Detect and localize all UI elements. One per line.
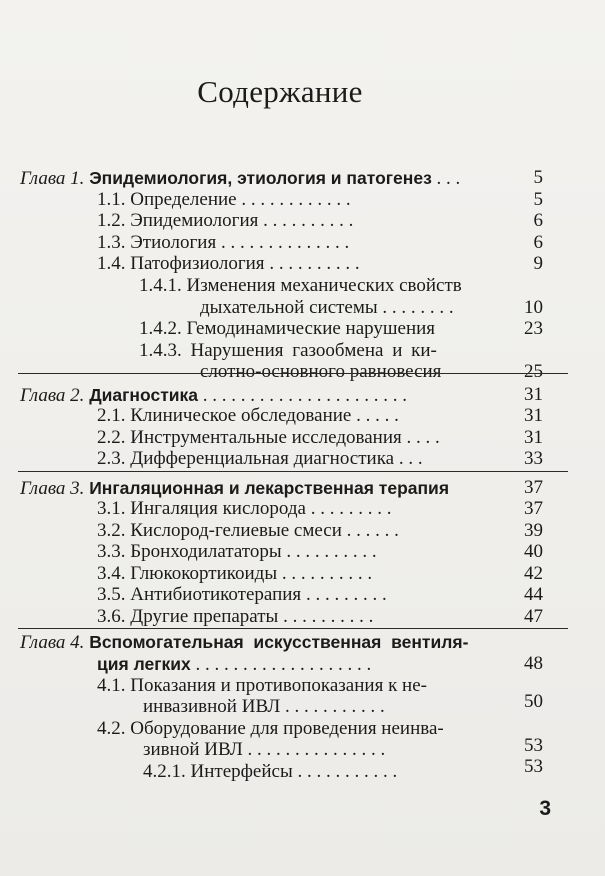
toc-entry-3-3 (97, 541, 377, 563)
section-number: 2.3. (97, 448, 126, 469)
chapter-label: Глава 1. (20, 168, 85, 189)
chapter-title: Вспомогательная искусственная вентиля- (89, 632, 469, 652)
section-number: 1.3. (97, 232, 126, 253)
toc-entry-1-3 (97, 232, 349, 254)
chapter-label: Глава 4. (20, 632, 85, 653)
section-number: 2.1. (97, 405, 126, 426)
section-title: Инструментальные исследования (130, 427, 402, 448)
chapter-divider (18, 471, 568, 472)
page-number: 39 (524, 520, 543, 541)
section-title: Антибиотикотерапия (130, 584, 302, 605)
toc-entry-4-2-1 (143, 761, 397, 783)
page-number: 37 (524, 498, 543, 519)
section-title-continued: дыхательной системы (200, 297, 378, 318)
page-number: 40 (524, 541, 543, 562)
chapter-4-heading-cont (97, 653, 371, 676)
chapter-divider (18, 373, 568, 374)
dot-leader: . . . . . . . . . . (258, 210, 354, 231)
section-title: Бронходилататоры (130, 541, 282, 562)
page-number: 37 (524, 477, 543, 498)
section-title: Глюкокортикоиды (130, 563, 278, 584)
toc-entry-2-3 (97, 448, 423, 470)
chapter-1-heading (20, 167, 460, 190)
page-number: 33 (524, 448, 543, 469)
toc-entry-3-6 (97, 606, 373, 628)
page-number: 42 (524, 563, 543, 584)
section-number: 1.4.1. (139, 275, 182, 296)
section-number: 1.4. (97, 253, 126, 274)
chapter-label: Глава 2. (20, 385, 85, 406)
chapter-2-heading (20, 384, 407, 407)
page-number: 31 (524, 384, 543, 405)
dot-leader: . . . . . . . . . . (277, 563, 373, 584)
page-title: Содержание (197, 74, 363, 109)
section-title-continued: слотно-основного равновесия (200, 361, 442, 382)
dot-leader: . . . (431, 168, 461, 189)
chapter-divider (18, 628, 568, 629)
section-title: Нарушения газообмена и ки- (190, 340, 437, 361)
toc-entry-1-4-3 (139, 340, 437, 362)
chapter-title: Эпидемиология, этиология и патогенез (89, 168, 432, 188)
page-number: 31 (524, 427, 543, 448)
dot-leader: . . . . . . . . . . . . . . . (242, 739, 386, 760)
toc-entry-4-1-cont (143, 696, 385, 718)
toc-entry-3-1 (97, 498, 391, 520)
section-number: 3.3. (97, 541, 126, 562)
toc-entry-1-4 (97, 253, 360, 275)
page-number: 6 (533, 210, 543, 231)
section-number: 2.2. (97, 427, 126, 448)
page-number: 47 (524, 606, 543, 627)
dot-leader: . . . . . . . . . . . . (236, 189, 351, 210)
section-number: 3.4. (97, 563, 126, 584)
toc-entry-1-4-3-cont (200, 361, 441, 383)
toc-entry-1-4-2 (139, 318, 435, 340)
dot-leader: . . . . . . . . . . . . . . (216, 232, 350, 253)
page-number: 50 (524, 691, 543, 712)
toc-entry-4-2 (97, 718, 444, 740)
section-title: Оборудование для проведения неинва- (130, 718, 444, 739)
section-title: Кислород-гелиевые смеси (130, 520, 342, 541)
dot-leader: . . . . . . . . . . (278, 606, 374, 627)
chapter-3-heading (20, 477, 449, 500)
section-title: Гемодинамические нарушения (186, 318, 436, 339)
dot-leader: . . . . . . . . . . (264, 253, 360, 274)
section-number: 1.4.2. (139, 318, 182, 339)
toc-entry-3-4 (97, 563, 372, 585)
page-number: 25 (524, 361, 543, 382)
section-title-continued: зивной ИВЛ (143, 739, 243, 760)
section-number: 1.1. (97, 189, 126, 210)
section-number: 4.1. (97, 675, 126, 696)
page-number: 31 (524, 405, 543, 426)
dot-leader: . . . (394, 448, 423, 469)
section-title: Изменения механических свойств (186, 275, 462, 296)
section-title: Эпидемиология (130, 210, 259, 231)
page-number: 53 (524, 735, 543, 756)
dot-leader: . . . . . . . . . (305, 498, 392, 519)
dot-leader: . . . . . . . . (377, 297, 454, 318)
page-number: 5 (533, 189, 543, 210)
page-number: 9 (533, 253, 543, 274)
dot-leader: . . . . . . . . . . . . . . . . . . . . . . (198, 385, 408, 406)
page-number: 10 (524, 297, 543, 318)
section-number: 3.1. (97, 498, 126, 519)
section-title: Этиология (130, 232, 217, 253)
section-number: 4.2.1. (143, 761, 186, 782)
toc-entry-1-4-1 (139, 275, 462, 297)
page-number: 5 (533, 167, 543, 188)
chapter-title-continued: ция легких (97, 654, 191, 674)
toc-entry-4-2-cont (143, 739, 385, 761)
section-number: 1.4.3. (139, 340, 182, 361)
dot-leader: . . . . . . . . . . (281, 541, 377, 562)
section-number: 3.6. (97, 606, 126, 627)
chapter-title: Диагностика (89, 385, 199, 405)
page-number: 44 (524, 584, 543, 605)
page-number: 53 (524, 756, 543, 777)
page-number: 48 (524, 653, 543, 674)
section-title: Клиническое обследование (130, 405, 352, 426)
toc-entry-3-5 (97, 584, 387, 606)
dot-leader: . . . . . . . . . . . (292, 761, 398, 782)
toc-entry-4-1 (97, 675, 427, 697)
section-title: Ингаляция кислорода (130, 498, 306, 519)
toc-entry-1-2 (97, 210, 353, 232)
toc-entry-3-2 (97, 520, 399, 542)
toc-entry-2-2 (97, 427, 440, 449)
dot-leader: . . . . . (351, 405, 399, 426)
dot-leader: . . . . . . (341, 520, 399, 541)
dot-leader: . . . . . . . . . . . . . . . . . . . (190, 654, 372, 675)
chapter-4-heading (20, 631, 468, 654)
dot-leader: . . . . . . . . . (301, 584, 387, 605)
section-title-continued: инвазивной ИВЛ (143, 696, 281, 717)
section-title: Дифференциальная диагностика (130, 448, 395, 469)
page-number: 6 (533, 232, 543, 253)
toc-entry-1-1 (97, 189, 351, 211)
section-number: 3.2. (97, 520, 126, 541)
section-title: Патофизиология (130, 253, 265, 274)
section-number: 1.2. (97, 210, 126, 231)
section-number: 3.5. (97, 584, 126, 605)
toc-entry-1-4-1-cont (200, 297, 454, 319)
chapter-label: Глава 3. (20, 478, 85, 499)
section-title: Интерфейсы (190, 761, 293, 782)
chapter-title: Ингаляционная и лекарственная терапия (89, 478, 450, 498)
section-title: Определение (130, 189, 237, 210)
page-folio-number: 3 (539, 797, 551, 820)
section-title: Другие препараты (130, 606, 279, 627)
page-number: 23 (524, 318, 543, 339)
section-number: 4.2. (97, 718, 126, 739)
dot-leader: . . . . . . . . . . . (280, 696, 385, 717)
dot-leader: . . . . (401, 427, 440, 448)
toc-entry-2-1 (97, 405, 399, 427)
section-title: Показания и противопоказания к не- (130, 675, 427, 696)
